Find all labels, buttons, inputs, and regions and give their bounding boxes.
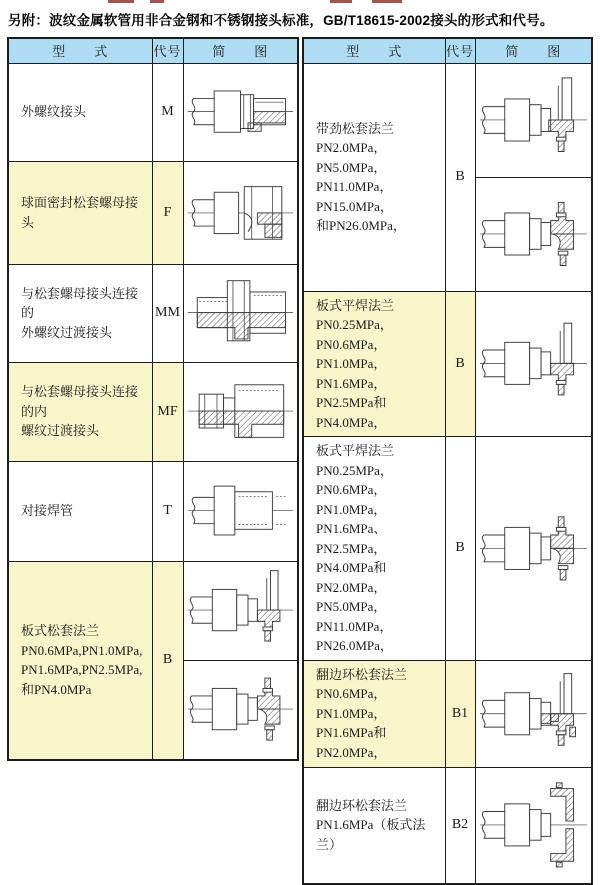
- diagram-pane: [184, 660, 298, 759]
- diagram-pane: [476, 64, 592, 177]
- type-line: 板式平焊法兰: [316, 297, 395, 313]
- diagram-stack: [476, 64, 592, 291]
- code-header: 代号: [152, 38, 183, 63]
- type-line: PN1.0MPa，PN1.6MPa，: [316, 356, 387, 391]
- diagram-stack: [184, 64, 298, 161]
- table-row: [303, 437, 592, 661]
- code-cell: F: [152, 161, 183, 264]
- type-line: 板式平焊法兰: [316, 443, 395, 458]
- code-cell: MM: [152, 264, 183, 362]
- table-row: [303, 767, 592, 884]
- diagram-cell: [183, 63, 298, 161]
- type-line: PN2.0MPa，PN5.0MPa，: [316, 140, 387, 175]
- type-line: 球面密封松套螺母接头: [21, 195, 139, 230]
- type-line: 与松套螺母接头连接的: [21, 285, 139, 321]
- weld-flange-b-diagram-icon: [478, 490, 589, 607]
- diagram-pane: [184, 64, 298, 161]
- diagram-pane: [184, 562, 298, 660]
- diagram-pane: [184, 265, 298, 362]
- type-line: 螺纹过渡接头: [21, 423, 100, 439]
- diagram-pane: [184, 462, 298, 561]
- diagram-pane: [476, 768, 592, 883]
- table-row: [8, 561, 298, 760]
- type-line: PN1.6MPa,PN2.5MPa,: [21, 662, 143, 677]
- type-line: PN1.0MPa，PN1.6MPa、: [316, 501, 387, 536]
- diagram-stack: [184, 462, 298, 561]
- neck-flange-a-diagram-icon: [478, 68, 589, 172]
- fitting-table-right: [302, 37, 593, 885]
- code-cell: T: [152, 461, 183, 561]
- table-row: [303, 660, 592, 767]
- type-line: PN0.6MPa,PN1.0MPa,: [21, 642, 143, 658]
- diagram-header: 简 图: [475, 38, 592, 63]
- type-line: PN0.25MPa，PN0.6MPa，: [316, 317, 393, 352]
- diagram-cell: [475, 767, 592, 884]
- diagram-stack: [184, 363, 298, 461]
- table-row: [8, 161, 298, 264]
- type-line: PN1.6MPa（板式法兰）: [316, 817, 426, 852]
- diagram-stack: [184, 265, 298, 362]
- type-cell: [303, 63, 445, 291]
- plate-flange-a-diagram-icon: [186, 565, 295, 655]
- type-line: 对接焊管: [21, 503, 74, 519]
- code-cell: MF: [152, 362, 183, 461]
- diagram-stack: [476, 661, 592, 767]
- type-line: 外螺纹过渡接头: [21, 324, 113, 340]
- weld-flange-a-diagram-icon: [478, 310, 589, 417]
- tables-container: [7, 37, 600, 885]
- type-cell: [303, 291, 445, 437]
- table-row: [8, 362, 298, 461]
- diagram-header: 简 图: [183, 38, 298, 63]
- type-line: PN2.0MPa，PN5.0MPa，: [316, 579, 387, 614]
- diagram-cell: [475, 291, 592, 437]
- diagram-cell: [183, 561, 298, 760]
- diagram-cell: [183, 461, 298, 561]
- diagram-cell: [475, 437, 592, 661]
- diagram-stack: [184, 562, 298, 759]
- diagram-pane: [476, 485, 592, 612]
- type-line: 带劲松套法兰: [316, 120, 395, 136]
- type-line: PN0.25MPa，PN0.6MPa，: [316, 462, 393, 497]
- diagram-cell: [183, 264, 298, 362]
- diagram-pane: [184, 162, 298, 264]
- type-line: PN1.6MPa和PN2.0MPa，: [316, 725, 387, 760]
- type-line: PN11.0MPa，PN26.0MPa，: [316, 618, 393, 653]
- table-row: [8, 264, 298, 362]
- scan-edge-artifacts: [0, 0, 600, 4]
- type-cell: [303, 660, 445, 767]
- diagram-cell: [475, 63, 592, 291]
- diagram-stack: [476, 306, 592, 422]
- code-header: 代号: [445, 38, 475, 63]
- plate-flange-b-diagram-icon: [186, 664, 295, 754]
- swivel-nut-diagram-icon: [186, 166, 295, 260]
- diagram-pane: [184, 363, 298, 461]
- lapped-flange-b2-diagram-icon: [478, 772, 589, 878]
- code-cell: B: [152, 561, 183, 760]
- type-header: 型 式: [8, 38, 152, 63]
- type-header: 型 式: [303, 38, 445, 63]
- page-title: 另附：波纹金属软管用非合金钢和不锈钢接头标准，GB/T18615-2002接头的形式和代号。: [8, 13, 554, 28]
- type-cell: [8, 264, 152, 362]
- type-line: 板式松套法兰: [21, 623, 100, 638]
- type-line: 翻边环松套法兰: [316, 797, 408, 813]
- male-thread-diagram-icon: [186, 67, 295, 156]
- type-line: PN2.5MPa和PN4.0MPa，: [316, 395, 387, 430]
- table-row: [8, 461, 298, 561]
- lapped-flange-b1-diagram-icon: [478, 665, 589, 763]
- diagram-cell: [475, 660, 592, 767]
- type-cell: [8, 161, 152, 264]
- type-line: PN2.5MPa，PN4.0MPa和: [316, 540, 387, 575]
- code-cell: B: [445, 437, 475, 661]
- code-cell: B: [445, 63, 475, 291]
- code-cell: M: [152, 63, 183, 161]
- diagram-pane: [476, 306, 592, 422]
- table-row: [303, 63, 592, 291]
- diagram-stack: [184, 162, 298, 264]
- diagram-pane: [476, 661, 592, 767]
- neck-flange-b-diagram-icon: [478, 182, 589, 286]
- type-line: 和PN4.0MPa: [21, 681, 92, 697]
- type-line: 外螺纹接头: [21, 104, 87, 120]
- diagram-stack: [476, 768, 592, 883]
- type-line: 和PN26.0MPa，: [316, 218, 406, 233]
- type-cell: [8, 362, 152, 461]
- type-line: PN0.6MPa，PN1.0MPa，: [316, 686, 387, 721]
- type-line: PN11.0MPa，PN15.0MPa，: [316, 179, 393, 214]
- type-cell: [303, 437, 445, 661]
- fitting-table-left: [7, 37, 299, 761]
- diagram-cell: [183, 362, 298, 461]
- type-line: 与松套螺母接头连接的内: [21, 384, 139, 419]
- table-row: [303, 291, 592, 437]
- code-cell: B2: [445, 767, 475, 884]
- table-row: [8, 63, 298, 161]
- female-adapter-diagram-icon: [186, 366, 295, 456]
- code-cell: B1: [445, 660, 475, 767]
- code-cell: B: [445, 291, 475, 437]
- type-cell: [8, 461, 152, 561]
- butt-weld-diagram-icon: [186, 465, 295, 556]
- male-adapter-diagram-icon: [186, 268, 295, 357]
- type-cell: [303, 767, 445, 884]
- type-cell: [8, 561, 152, 760]
- type-line: 翻边环松套法兰: [316, 666, 408, 682]
- diagram-cell: [183, 161, 298, 264]
- diagram-pane: [476, 177, 592, 291]
- type-cell: [8, 63, 152, 161]
- diagram-stack: [476, 485, 592, 612]
